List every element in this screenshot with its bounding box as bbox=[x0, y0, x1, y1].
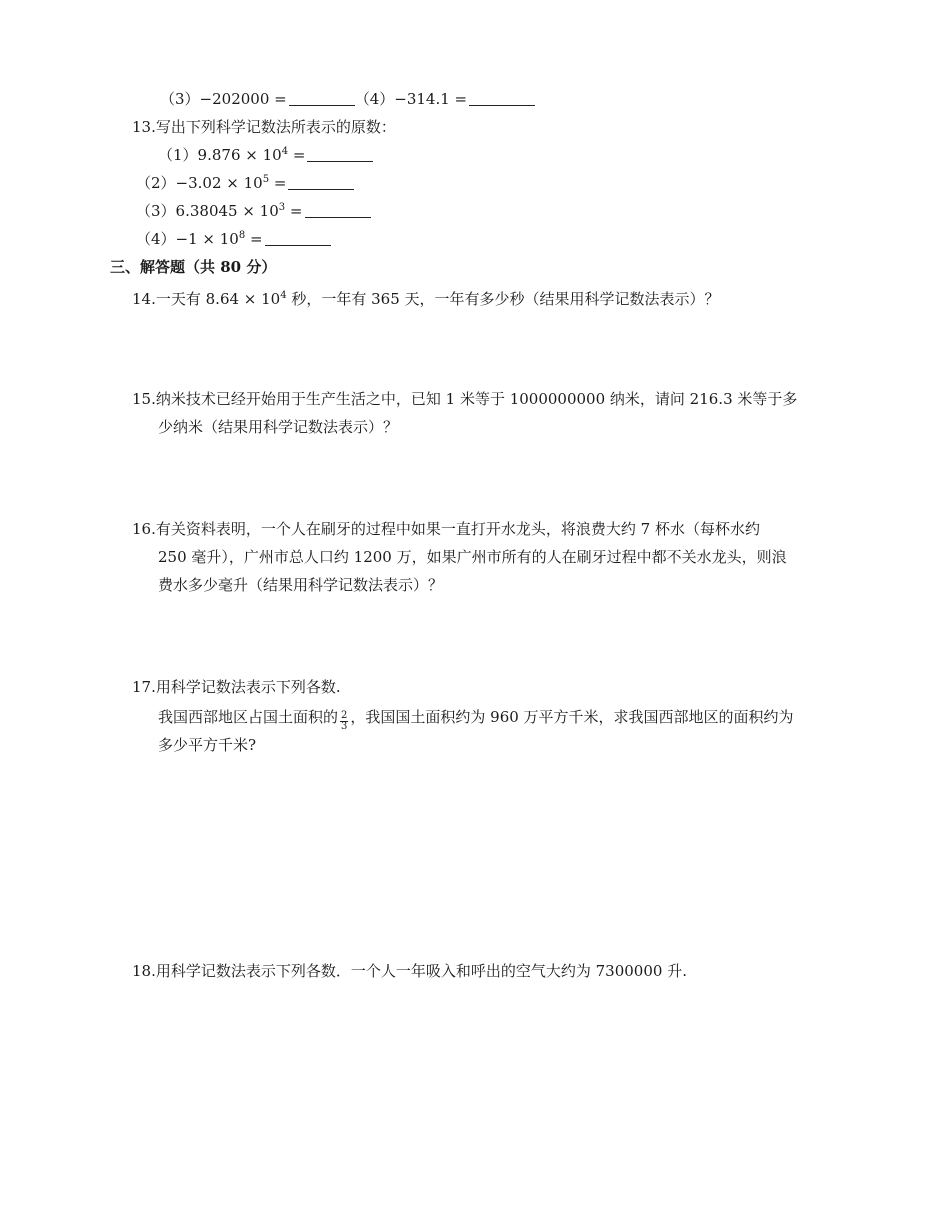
q13-item-exponent: 3 bbox=[278, 202, 286, 213]
q13-item-2-blank[interactable] bbox=[288, 174, 354, 190]
q17-line-2 bbox=[158, 706, 794, 732]
q15-line-2: 少纳米（结果用科学记数法表示）？ bbox=[158, 418, 399, 436]
q15-number: 15. bbox=[132, 390, 156, 408]
q15-line-1 bbox=[132, 388, 797, 410]
q13-item-base: 6.38045 × 10 bbox=[175, 202, 279, 220]
q13-item-3 bbox=[136, 200, 371, 222]
q17-text-2-post: ，我国国土面积约为 960 万平方千米，求我国西部地区的面积约为 bbox=[350, 708, 794, 726]
q13-item-4 bbox=[136, 228, 331, 250]
q14-prompt bbox=[132, 288, 720, 310]
q13-item-equals: = bbox=[285, 202, 303, 220]
q13-item-2 bbox=[136, 172, 354, 194]
q18-number: 18. bbox=[132, 962, 156, 980]
q17-line-3: 多少平方千米? bbox=[158, 736, 257, 754]
q13-item-exponent: 8 bbox=[238, 230, 246, 241]
q13-item-base: −3.02 × 10 bbox=[175, 174, 263, 192]
q13-item-label: （4） bbox=[136, 230, 176, 248]
q13-item-1-blank[interactable] bbox=[307, 146, 373, 162]
q13-item-4-blank[interactable] bbox=[265, 230, 331, 246]
q16-line-1 bbox=[132, 518, 760, 540]
q13-text: 写出下列科学记数法所表示的原数： bbox=[155, 118, 396, 136]
q17-line-1 bbox=[132, 676, 341, 698]
q13-number: 13. bbox=[132, 118, 156, 136]
q12-item-3-expr: −202000 = bbox=[199, 90, 287, 108]
q18-prompt bbox=[132, 960, 687, 982]
q15-text-1: 纳米技术已经开始用于生产生活之中，已知 1 米等于 1000000000 纳米，请问 216.3 米等于多 bbox=[155, 390, 798, 408]
fraction-numerator: 2 bbox=[341, 710, 348, 721]
q12-item-3-4 bbox=[160, 88, 535, 110]
q12-item-4-expr: −314.1 = bbox=[394, 90, 468, 108]
q13-item-equals: = bbox=[269, 174, 287, 192]
q16-text-1: 有关资料表明，一个人在刷牙的过程中如果一直打开水龙头，将浪费大约 7 杯水（每杯水约 bbox=[155, 520, 760, 538]
q12-item-4-blank[interactable] bbox=[469, 90, 535, 106]
section-heading: 三、解答题（共 80 分） bbox=[110, 258, 277, 276]
q17-text-1: 用科学记数法表示下列各数. bbox=[155, 678, 341, 696]
fraction bbox=[340, 711, 348, 732]
q13-item-1 bbox=[158, 144, 373, 166]
q13-item-label: （1） bbox=[158, 146, 198, 164]
q13-item-base: −1 × 10 bbox=[175, 230, 239, 248]
q14-text-post: 秒，一年有 365 天，一年有多少秒（结果用科学记数法表示）？ bbox=[286, 290, 720, 308]
fraction-denominator: 3 bbox=[341, 721, 348, 732]
q13-item-equals: = bbox=[288, 146, 306, 164]
q12-item-4-label: （4） bbox=[354, 90, 395, 108]
q17-text-2-pre: 我国西部地区占国土面积的 bbox=[158, 708, 339, 726]
q14-exponent: 4 bbox=[280, 290, 287, 301]
q14-text-pre: 一天有 8.64 × 10 bbox=[155, 290, 281, 308]
q12-item-3-blank[interactable] bbox=[289, 90, 355, 106]
q17-number: 17. bbox=[132, 678, 156, 696]
q14-number: 14. bbox=[132, 290, 156, 308]
q12-item-3-label: （3） bbox=[160, 90, 200, 108]
q18-text: 用科学记数法表示下列各数．一个人一年吸入和呼出的空气大约为 7300000 升. bbox=[155, 962, 687, 980]
q13-item-base: 9.876 × 10 bbox=[197, 146, 282, 164]
q13-item-label: （3） bbox=[136, 202, 176, 220]
q16-line-2: 250 毫升），广州市总人口约 1200 万，如果广州市所有的人在刷牙过程中都不关水龙头，则浪 bbox=[158, 548, 787, 566]
q13-item-3-blank[interactable] bbox=[305, 202, 371, 218]
q13-item-equals: = bbox=[245, 230, 263, 248]
q13-prompt bbox=[132, 116, 396, 138]
q16-line-3: 费水多少毫升（结果用科学记数法表示）？ bbox=[158, 576, 444, 594]
q13-item-exponent: 5 bbox=[262, 174, 270, 185]
q16-number: 16. bbox=[132, 520, 156, 538]
q13-item-label: （2） bbox=[136, 174, 176, 192]
q13-item-exponent: 4 bbox=[281, 146, 289, 157]
